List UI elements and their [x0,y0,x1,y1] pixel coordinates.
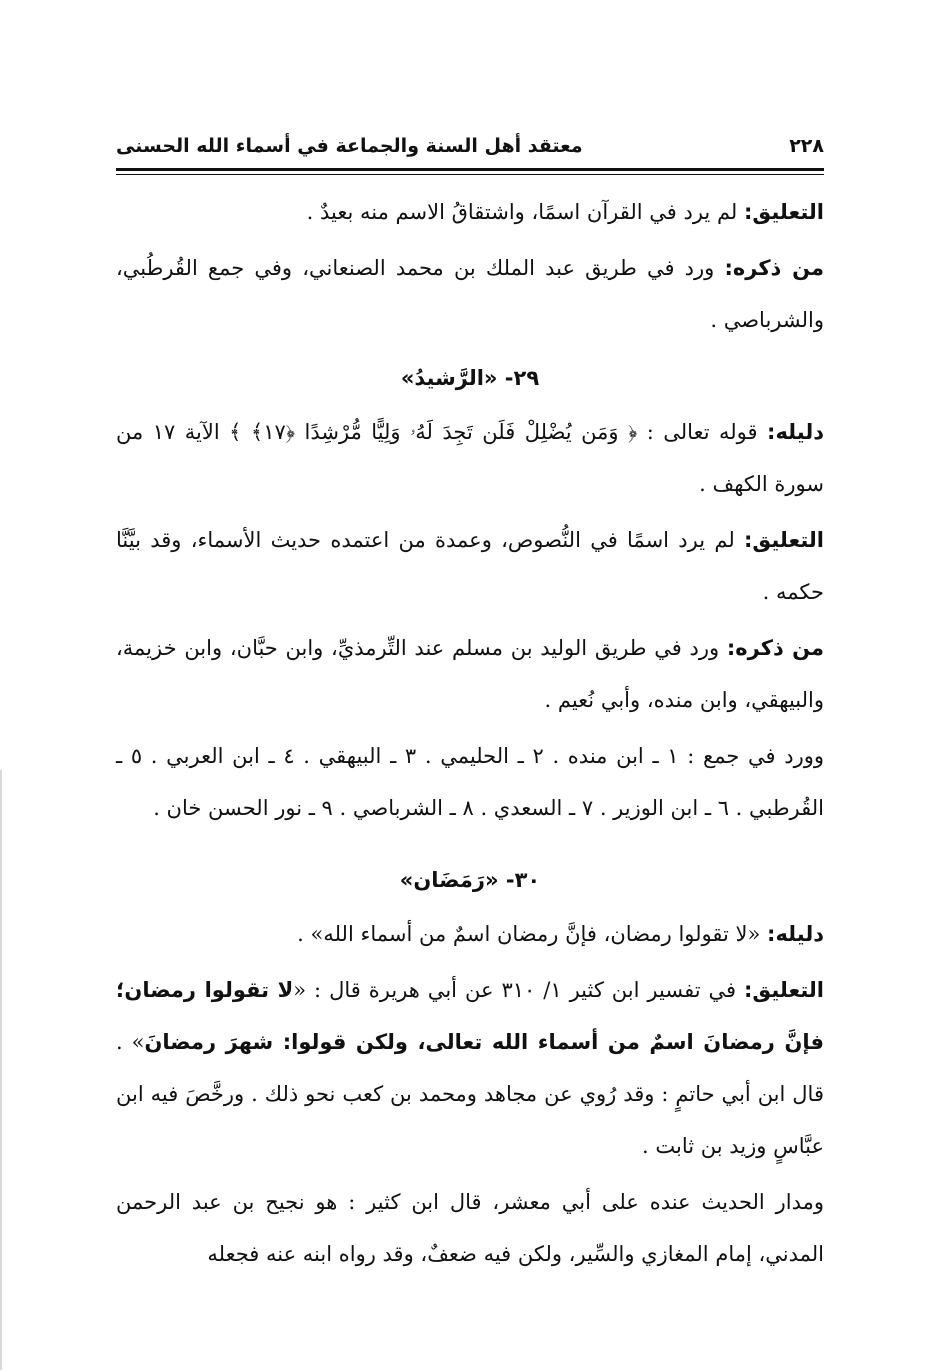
paragraph-collections [116,730,824,834]
paragraph-text: ومدار الحديث عنده على أبي معشر، قال ابن كثير : هو نجيح بن عبد الرحمن المدني، إمام المغازي والسِّير، ولكن فيه ضعفٌ، وقد رواه ابنه عنه فجعله [116,1190,824,1266]
spacer [116,834,824,848]
paragraph-text: ورد في طريق الوليد بن مسلم عند التِّرمذيِّ، وابن حبَّان، وابن خزيمة، والبيهقي، وابن منده، وأبي نُعيم . [116,636,824,712]
paragraph-label: دليله: [767,922,824,946]
paragraph-text: في تفسير ابن كثير ١/ ٣١٠ عن أبي هريرة قال : « [293,978,745,1002]
paragraph-text: وورد في جمع : ١ ـ ابن منده . ٢ ـ الحليمي . ٣ ـ البيهقي . ٤ ـ ابن العربي . ٥ ـ القُرطبي . ٦ ـ ابن الوزير . ٧ ـ السعدي . ٨ ـ الشرباصي . ٩ ـ نور الحسن خان . [116,744,825,820]
paragraph-text: قوله تعالى : ﴿ وَمَن يُضْلِلْ فَلَن تَجِدَ لَهُۥ وَلِيًّا مُّرْشِدًا ﴿١٧﴾ ﴾ الآية ١٧ من سورة الكهف . [116,420,824,496]
running-header [116,128,824,164]
paragraph-evidence [116,908,824,960]
paragraph-label: التعليق: [744,528,824,552]
hadith-quote: لا تقولوا رمضان؛ فإنَّ رمضانَ اسمٌ من أسماء الله تعالى، ولكن قولوا: شهرَ رمضانَ [116,978,825,1054]
paragraph-label: من ذكره: [724,256,825,280]
paragraph-evidence [116,406,824,510]
book-title: معتقد أهل السنة والجماعة في أسماء الله الحسنى [116,135,583,157]
paragraph-isnad [116,1176,824,1280]
paragraph-mentioned-by [116,622,824,726]
header-rule-thin [116,174,824,175]
paragraph-commentary [116,514,824,618]
paragraph-label: التعليق: [744,200,824,224]
paragraph-text: » . قال ابن أبي حاتمٍ : وقد رُوي عن مجاهد ومحمد بن كعب نحو ذلك . ورخَّصَ فيه ابن عبَّاسٍ وزيد بن ثابت . [116,1030,824,1158]
section-heading-29: ٢٩- «الرَّشيدُ» [400,366,540,390]
paragraph-text: «لا تقولوا رمضان، فإنَّ رمضان اسمٌ من أسماء الله» . [297,922,768,946]
paragraph-label: دليله: [767,420,824,444]
paragraph-commentary [116,186,824,238]
paragraph-text: ورد في طريق عبد الملك بن محمد الصنعاني، وفي جمع القُرطُبي، والشرباصي . [116,256,824,332]
paragraph-text: لم يرد في القرآن اسمًا، واشتقاقُ الاسم منه بعيدٌ . [306,200,745,224]
paragraph-label: التعليق: [744,978,824,1002]
paragraph-mentioned-by [116,242,824,346]
paragraph-label: من ذكره: [726,636,825,660]
page-body [116,186,824,1280]
paragraph-text: لم يرد اسمًا في النُّصوص، وعمدة من اعتمده حديث الأسماء، وقد بيَّنَّا حكمه . [116,528,824,604]
scan-edge-shadow [0,770,2,1370]
section-heading-30: ٣٠- «رَمَضَان» [399,868,541,892]
page-number: ٢٢٨ [789,135,824,157]
header-rule-thick [116,168,824,171]
paragraph-commentary [116,964,824,1172]
